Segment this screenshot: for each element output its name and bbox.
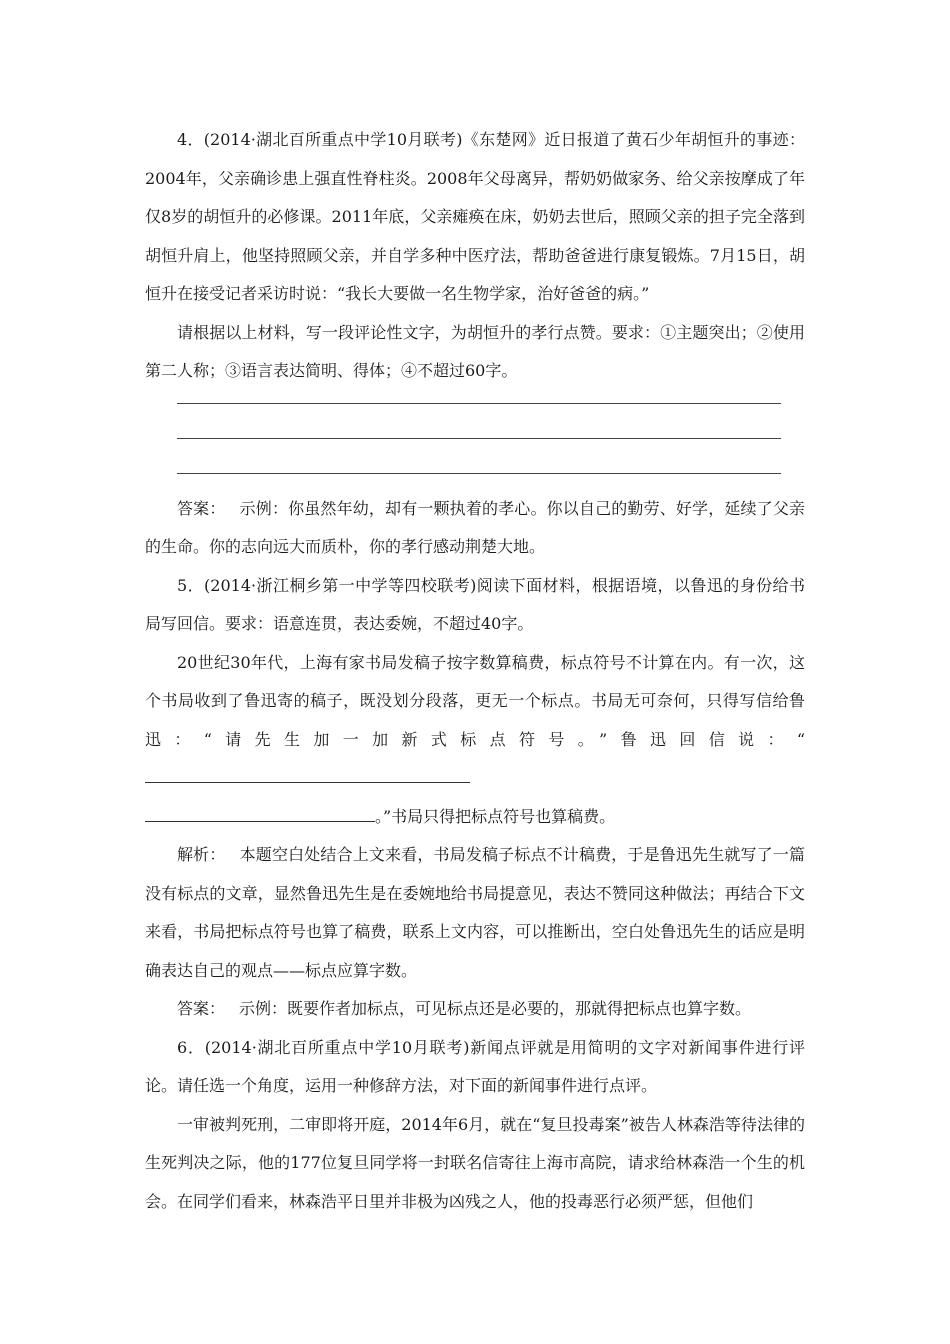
answer-line bbox=[177, 403, 781, 404]
q4-stem: 4．(2014·湖北百所重点中学10月联考)《东楚网》近日报道了黄石少年胡恒升的事迹：2004年，父亲确诊患上强直性脊柱炎。2008年父母离异，帮奶奶做家务、给父亲按摩成了年仅8岁的胡恒升的必修课。2011年底，父亲瘫痪在床，奶奶去世后，照顾父亲的担子完全落到胡恒升肩上，他坚持照顾父亲，并自学多种中医疗法，帮助爸爸进行康复锻炼。7月15日，胡恒升在接受记者采访时说：“我长大要做一名生物学家，治好爸爸的病。” bbox=[145, 130, 805, 303]
q5-analysis-text: 本题空白处结合上文来看，书局发稿子标点不计稿费，于是鲁迅先生就写了一篇没有标点的文章，显然鲁迅先生是在委婉地给书局提意见，表达不赞同这种做法；再结合下文来看，书局把标点符号也算了稿费，联系上文内容，可以推断出，空白处鲁迅先生的话应是明确表达自己的观点——标点应算字数。 bbox=[145, 845, 805, 980]
q4-answer-text: 示例：你虽然年幼，却有一颗执着的孝心。你以自己的勤劳、好学，延续了父亲的生命。你的志向远大而质朴，你的孝行感动荆楚大地。 bbox=[145, 498, 805, 556]
q5-fill-blank-continued bbox=[145, 807, 375, 822]
q5-fill-blank bbox=[145, 768, 470, 783]
q5-analysis-label: 解析： bbox=[177, 845, 226, 864]
q5-material-after: 。”书局只得把标点符号也算稿费。 bbox=[375, 806, 616, 826]
q5-material bbox=[145, 644, 805, 837]
q5-answer-label: 答案： bbox=[177, 999, 226, 1018]
q6-stem: 6．(2014·湖北百所重点中学10月联考)新闻点评就是用简明的文字对新闻事件进行评论。请任选一个角度，运用一种修辞方法，对下面的新闻事件进行点评。 bbox=[145, 1037, 805, 1095]
answer-line bbox=[177, 473, 781, 474]
answer-line bbox=[177, 438, 781, 439]
q5-analysis bbox=[145, 836, 805, 990]
q4-requirement: 请根据以上材料，写一段评论性文字，为胡恒升的孝行点赞。要求：①主题突出；②使用第二人称；③语言表达简明、得体；④不超过60字。 bbox=[145, 322, 805, 380]
q4-answer-label: 答案： bbox=[177, 498, 226, 518]
q4-answer bbox=[145, 490, 805, 567]
q5-answer bbox=[145, 990, 805, 1029]
q5-stem: 5．(2014·浙江桐乡第一中学等四校联考)阅读下面材料，根据语境，以鲁迅的身份给书局写回信。要求：语意连贯，表达委婉，不超过40字。 bbox=[145, 575, 805, 633]
q5-answer-text: 示例：既要作者加标点，可见标点还是必要的，那就得把标点也算字数。 bbox=[239, 999, 752, 1018]
document-body bbox=[145, 121, 805, 1221]
q6-material: 一审被判死刑，二审即将开庭，2014年6月，就在“复旦投毒案”被告人林森浩等待法律的生死判决之际，他的177位复旦同学将一封联名信寄往上海市高院，请求给林森浩一个生的机会。在同学们看来，林森浩平日里并非极为凶残之人，他的投毒恶行必须严惩，但他们 bbox=[145, 1114, 805, 1211]
q5-material-before: 20世纪30年代，上海有家书局发稿子按字数算稿费，标点符号不计算在内。有一次，这个书局收到了鲁迅寄的稿子，既没划分段落，更无一个标点。书局无可奈何，只得写信给鲁迅：“请先生加一加新式标点符号。”鲁迅回信说：“ bbox=[145, 652, 805, 749]
q4-answer-lines bbox=[145, 391, 805, 490]
